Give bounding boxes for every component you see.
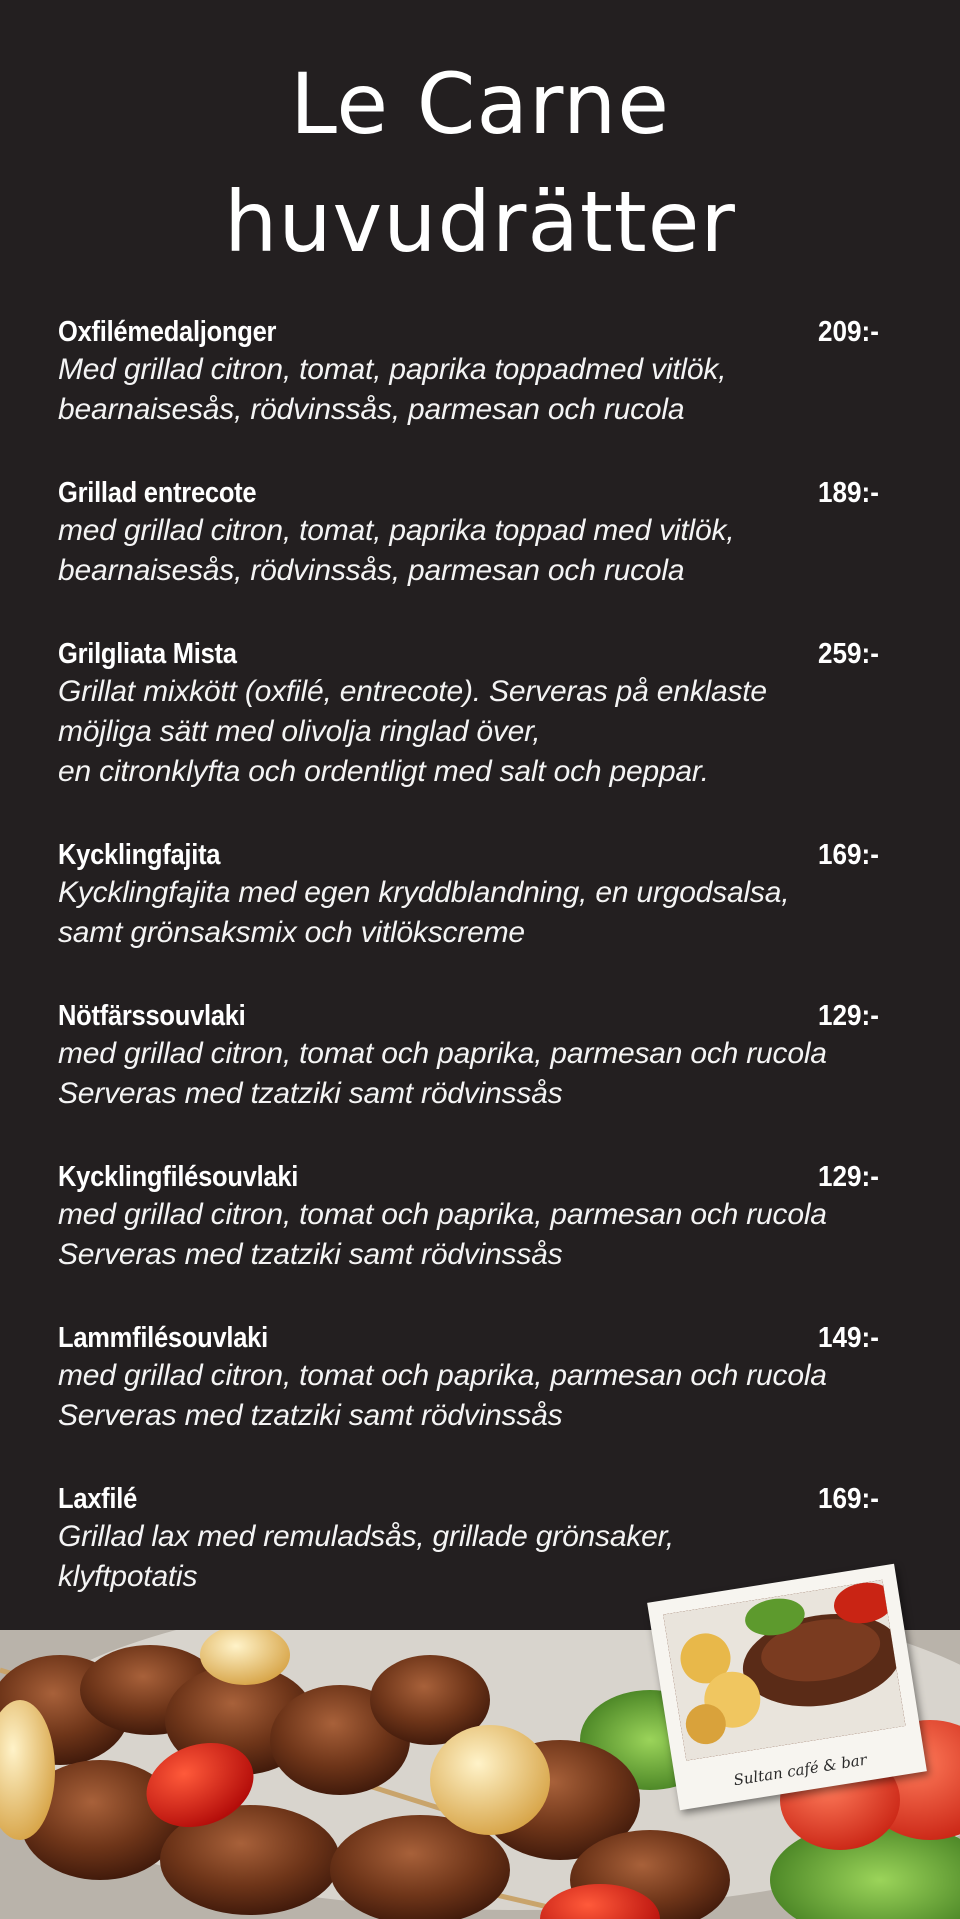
- description-line: med grillad citron, tomat, paprika toppad med vitlök,: [58, 514, 735, 547]
- page-title-line-2: huvudrätter: [224, 173, 736, 271]
- description-line: bearnaisesås, rödvinssås, parmesan och rucola: [58, 393, 685, 426]
- menu-list: [58, 316, 918, 1644]
- item-price: 149:-: [818, 1322, 879, 1354]
- item-price: 189:-: [818, 477, 879, 509]
- item-price: 129:-: [818, 1161, 879, 1193]
- description-line: Serveras med tzatziki samt rödvinssås: [58, 1399, 563, 1432]
- menu-item: [58, 1161, 918, 1322]
- item-description: [58, 350, 918, 430]
- item-price: 259:-: [818, 638, 879, 670]
- description-line: med grillad citron, tomat och paprika, parmesan och rucola: [58, 1198, 827, 1231]
- item-price: 169:-: [818, 839, 879, 871]
- steak-plate-photo: [663, 1580, 905, 1761]
- item-description: [58, 1195, 918, 1275]
- description-line: Kycklingfajita med egen kryddblandning, en urgodsalsa,: [58, 876, 790, 909]
- item-price: 169:-: [818, 1483, 879, 1515]
- menu-item: [58, 638, 918, 839]
- description-line: bearnaisesås, rödvinssås, parmesan och rucola: [58, 554, 685, 587]
- item-description: [58, 511, 918, 591]
- item-name: Nötfärssouvlaki: [58, 1000, 246, 1032]
- description-line: möjliga sätt med olivolja ringlad över,: [58, 715, 541, 748]
- description-line: Grillat mixkött (oxfilé, entrecote). Serveras på enklaste: [58, 675, 767, 708]
- menu-item: [58, 839, 918, 1000]
- description-line: Med grillad citron, tomat, paprika toppadmed vitlök,: [58, 353, 727, 386]
- item-name: Kycklingfilésouvlaki: [58, 1161, 299, 1193]
- menu-item: [58, 1322, 918, 1483]
- menu-item: [58, 477, 918, 638]
- item-description: [58, 1034, 918, 1114]
- item-name: Grilgliata Mista: [58, 638, 237, 670]
- item-name: Grillad entrecote: [58, 477, 257, 509]
- item-name: Lammfilésouvlaki: [58, 1322, 268, 1354]
- description-line: en citronklyfta och ordentligt med salt och peppar.: [58, 755, 709, 788]
- item-name: Oxfilémedaljonger: [58, 316, 277, 348]
- description-line: med grillad citron, tomat och paprika, parmesan och rucola: [58, 1359, 827, 1392]
- polaroid-caption: Sultan café & bar: [732, 1750, 868, 1790]
- description-line: Serveras med tzatziki samt rödvinssås: [58, 1077, 563, 1110]
- item-description: [58, 672, 918, 792]
- item-price: 209:-: [818, 316, 879, 348]
- item-name: Laxfilé: [58, 1483, 138, 1515]
- page-title-line-1: Le Carne: [290, 55, 670, 153]
- item-price: 129:-: [818, 1000, 879, 1032]
- polaroid-photo: [647, 1564, 927, 1811]
- description-line: Serveras med tzatziki samt rödvinssås: [58, 1238, 563, 1271]
- menu-item: [58, 316, 918, 477]
- item-description: [58, 873, 918, 953]
- item-name: Kycklingfajita: [58, 839, 221, 871]
- description-line: med grillad citron, tomat och paprika, parmesan och rucola: [58, 1037, 827, 1070]
- item-description: [58, 1356, 918, 1436]
- description-line: samt grönsaksmix och vitlökscreme: [58, 916, 525, 949]
- menu-item: [58, 1000, 918, 1161]
- description-line: klyftpotatis: [58, 1560, 198, 1593]
- description-line: Grillad lax med remuladsås, grillade grönsaker,: [58, 1520, 674, 1553]
